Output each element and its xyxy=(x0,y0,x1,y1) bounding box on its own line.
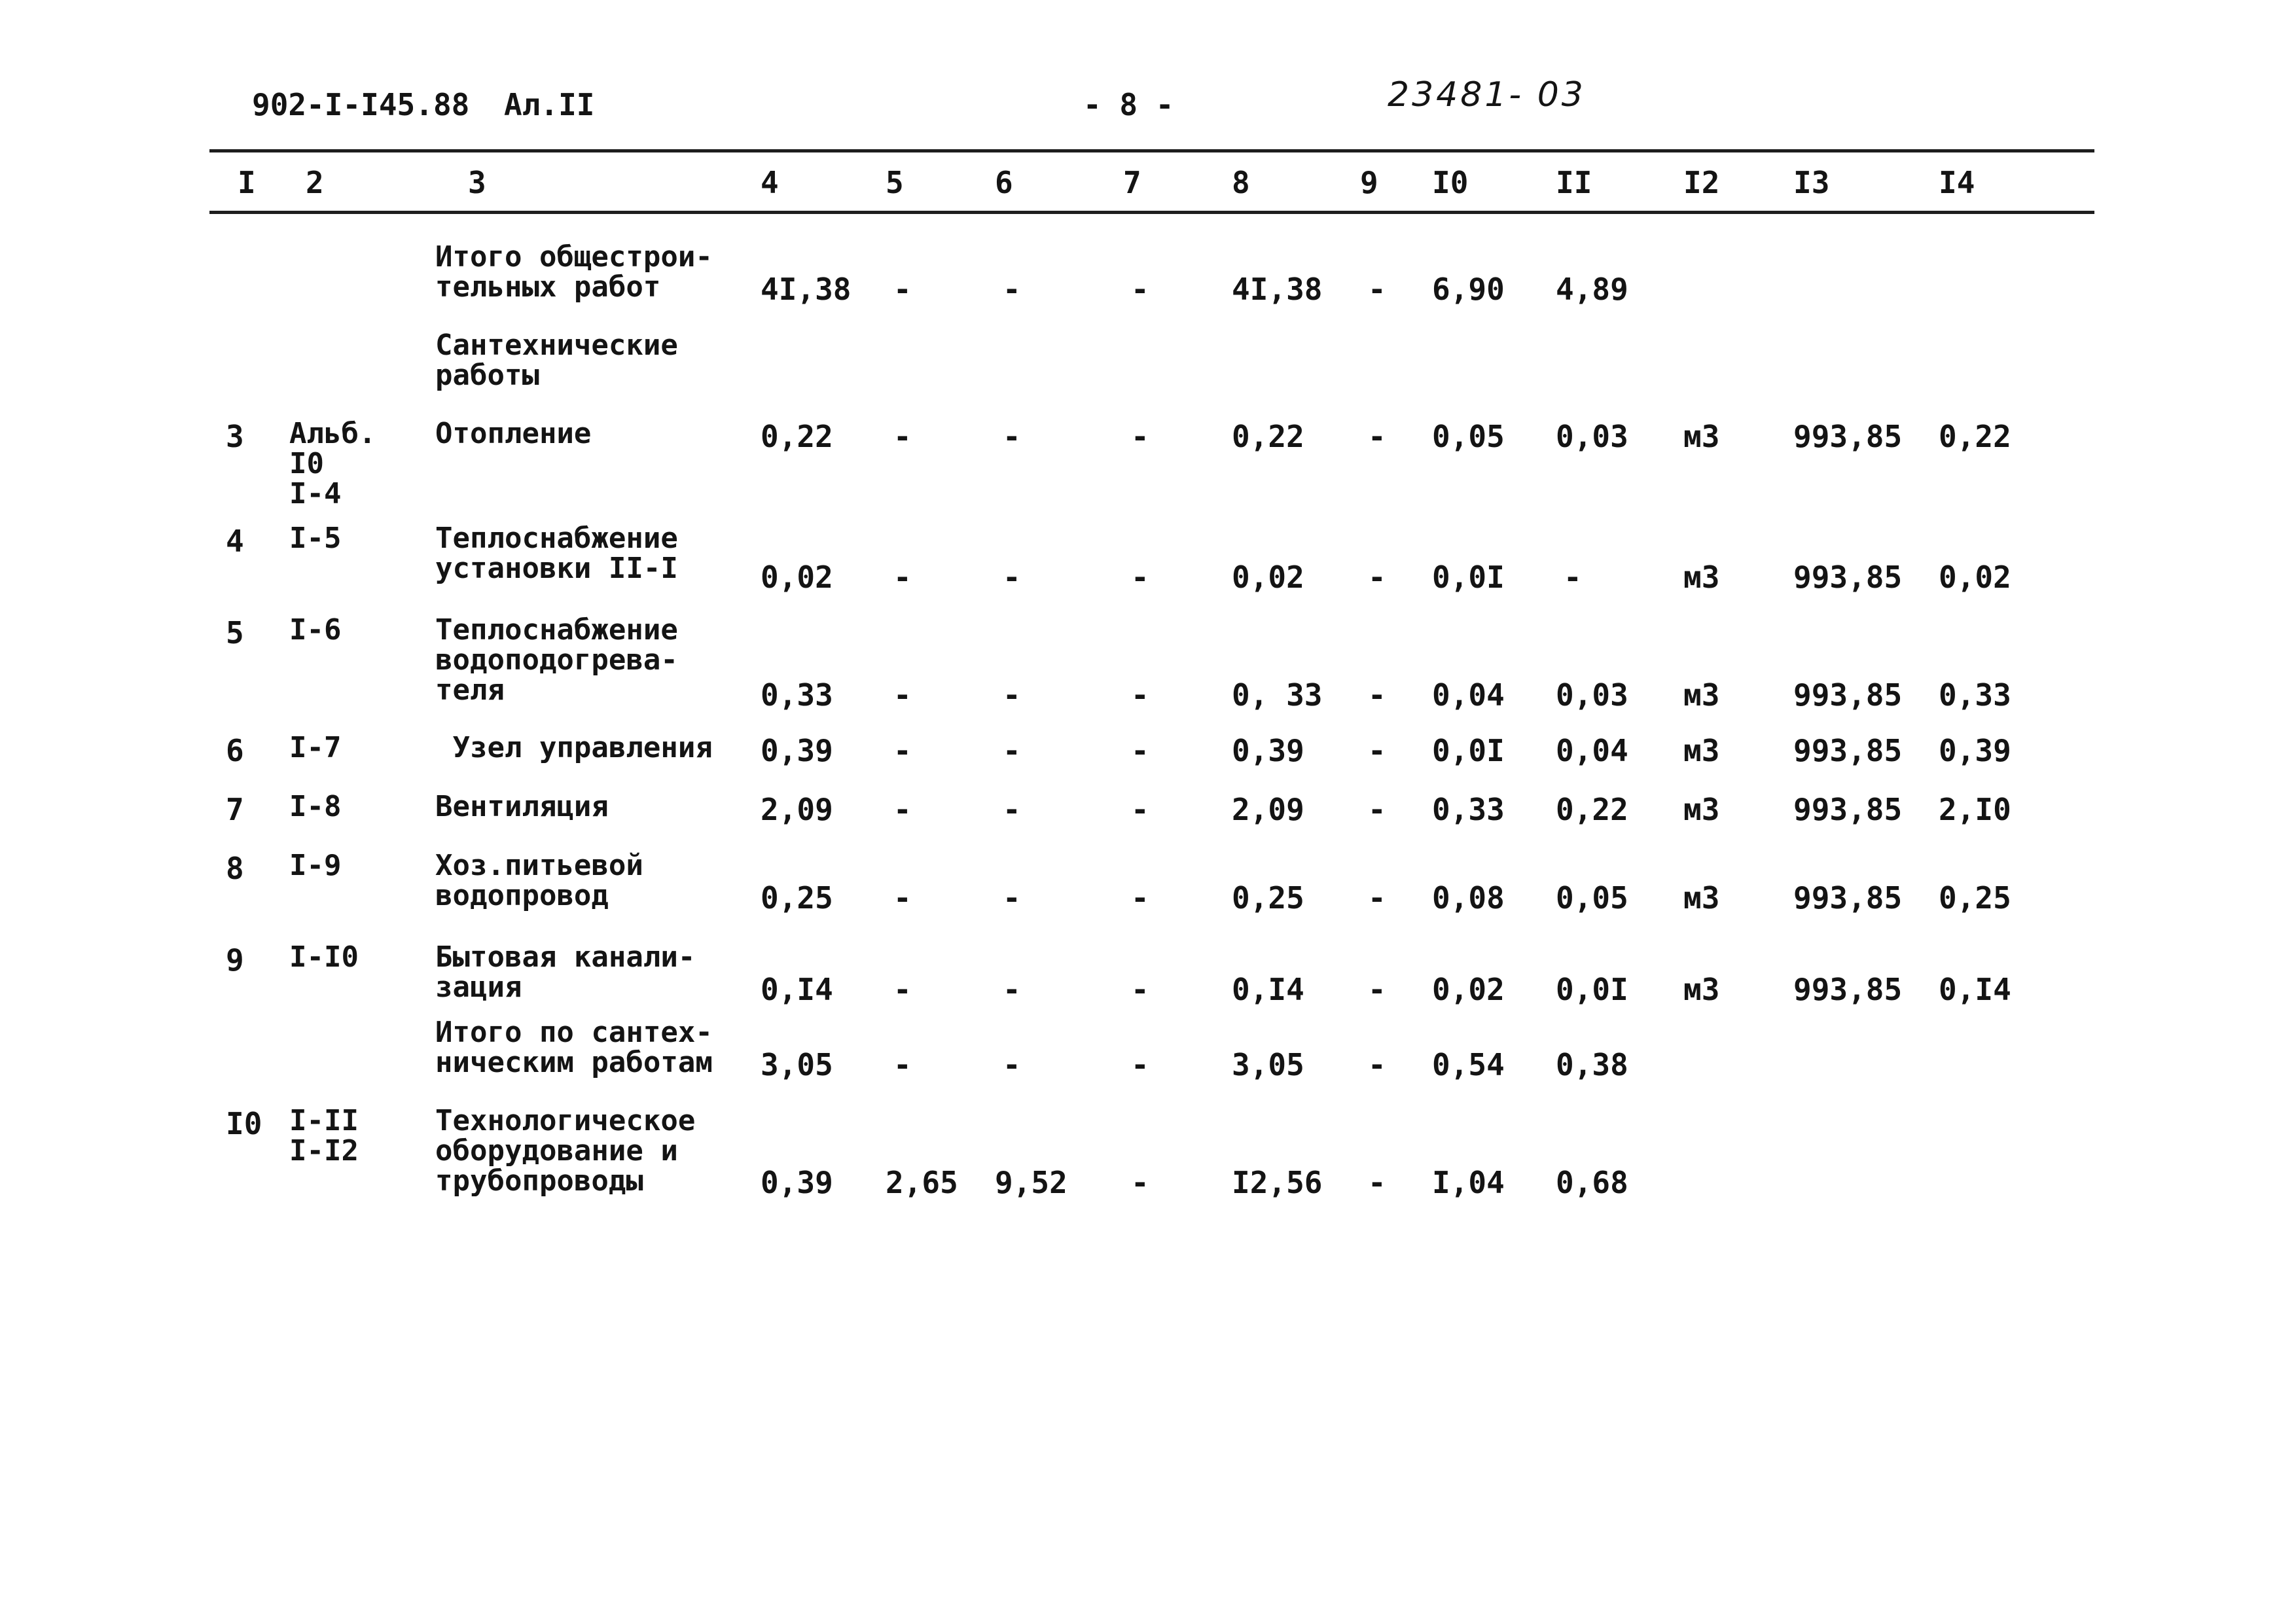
value-cell: 0,I4 xyxy=(1939,972,2011,1007)
row-reference: I-6 xyxy=(289,613,342,647)
value-cell: 0,25 xyxy=(1232,880,1304,916)
value-cell: 3,05 xyxy=(761,1047,833,1082)
dash-cell: - xyxy=(1368,972,1386,1007)
dash-cell: - xyxy=(893,733,912,768)
dash-cell: - xyxy=(1368,677,1386,713)
dash-cell: - xyxy=(1131,419,1149,454)
value-cell: 4I,38 xyxy=(1232,272,1323,307)
value-cell: 0,39 xyxy=(1939,733,2011,768)
row-reference: I-7 xyxy=(289,731,342,764)
row-name: Сантехнические работы xyxy=(435,329,678,392)
value-cell: м3 xyxy=(1683,972,1720,1007)
row-number: 8 xyxy=(226,851,244,886)
row-number: 9 xyxy=(226,942,244,978)
value-cell: 0,04 xyxy=(1432,677,1505,713)
column-header-8: 8 xyxy=(1232,165,1250,200)
value-cell: 993,85 xyxy=(1793,733,1903,768)
dash-cell: - xyxy=(1368,1047,1386,1082)
dash-cell: - xyxy=(893,792,912,827)
value-cell: 0,I4 xyxy=(761,972,833,1007)
dash-cell: - xyxy=(1368,419,1386,454)
value-cell: 0,05 xyxy=(1432,419,1505,454)
row-number: 7 xyxy=(226,792,244,827)
dash-cell: - xyxy=(893,1047,912,1082)
value-cell: 993,85 xyxy=(1793,560,1903,595)
dash-cell: - xyxy=(893,677,912,713)
value-cell: 993,85 xyxy=(1793,792,1903,827)
table-top-rule xyxy=(209,149,2094,152)
dash-cell: - xyxy=(1003,1047,1021,1082)
dash-cell: - xyxy=(1003,677,1021,713)
value-cell: 2,09 xyxy=(761,792,833,827)
column-header-5: 5 xyxy=(886,165,904,200)
dash-cell: - xyxy=(1368,880,1386,916)
row-reference: I-8 xyxy=(289,790,342,823)
dash-cell: - xyxy=(1131,1047,1149,1082)
column-header-11: II xyxy=(1556,165,1592,200)
column-header-14: I4 xyxy=(1939,165,1975,200)
value-cell: 0,22 xyxy=(1939,419,2011,454)
row-reference: I-5 xyxy=(289,522,342,555)
value-cell: 0,0I xyxy=(1432,560,1505,595)
value-cell: 0,39 xyxy=(761,1165,833,1200)
dash-cell: - xyxy=(893,560,912,595)
row-number: 5 xyxy=(226,615,244,651)
value-cell: 4,89 xyxy=(1556,272,1628,307)
value-cell: 0,03 xyxy=(1556,419,1628,454)
value-cell: м3 xyxy=(1683,560,1720,595)
dash-cell: - xyxy=(1003,733,1021,768)
column-header-1: I xyxy=(238,165,256,200)
column-header-10: I0 xyxy=(1432,165,1469,200)
page-number: - 8 - xyxy=(1083,87,1174,122)
dash-cell: - xyxy=(1003,560,1021,595)
row-name: Хоз.питьевой водопровод xyxy=(435,849,643,912)
dash-cell: - xyxy=(1003,792,1021,827)
value-cell: 0,25 xyxy=(761,880,833,916)
row-name: Узел управления xyxy=(435,731,713,764)
row-reference: I-I0 xyxy=(289,940,359,974)
value-cell: 0,04 xyxy=(1556,733,1628,768)
value-cell: 0, 33 xyxy=(1232,677,1323,713)
dash-cell: - xyxy=(1003,272,1021,307)
dash-cell: - xyxy=(1131,560,1149,595)
value-cell: 993,85 xyxy=(1793,880,1903,916)
row-number: I0 xyxy=(226,1106,262,1141)
value-cell: 993,85 xyxy=(1793,972,1903,1007)
dash-cell: - xyxy=(1131,792,1149,827)
row-reference: I-II I-I2 xyxy=(289,1104,359,1168)
dash-cell: - xyxy=(1131,972,1149,1007)
value-cell: м3 xyxy=(1683,419,1720,454)
dash-cell: - xyxy=(893,272,912,307)
row-name: Итого по сантех- ническим работам xyxy=(435,1016,713,1079)
value-cell: 0,22 xyxy=(1556,792,1628,827)
value-cell: м3 xyxy=(1683,792,1720,827)
column-header-4: 4 xyxy=(761,165,779,200)
value-cell: I2,56 xyxy=(1232,1165,1323,1200)
value-cell: 0,22 xyxy=(1232,419,1304,454)
value-cell: 0,33 xyxy=(1939,677,2011,713)
value-cell: 0,68 xyxy=(1556,1165,1628,1200)
dash-cell: - xyxy=(1368,733,1386,768)
document-code: 902-I-I45.88 xyxy=(252,87,470,122)
album-label: Ал.II xyxy=(504,87,595,122)
row-name: Теплоснабжение водоподогрева- теля xyxy=(435,613,678,707)
dash-cell: - xyxy=(1131,1165,1149,1200)
dash-cell: - xyxy=(893,972,912,1007)
value-cell: 0,02 xyxy=(1232,560,1304,595)
value-cell: 0,38 xyxy=(1556,1047,1628,1082)
dash-cell: - xyxy=(1368,560,1386,595)
row-name: Бытовая канали- зация xyxy=(435,940,696,1004)
value-cell: 0,05 xyxy=(1556,880,1628,916)
value-cell: м3 xyxy=(1683,733,1720,768)
dash-cell: - xyxy=(1564,560,1582,595)
dash-cell: - xyxy=(893,880,912,916)
value-cell: 0,02 xyxy=(761,560,833,595)
dash-cell: - xyxy=(893,419,912,454)
value-cell: 0,0I xyxy=(1556,972,1628,1007)
table-header-rule xyxy=(209,211,2094,214)
value-cell: 0,03 xyxy=(1556,677,1628,713)
row-reference: I-9 xyxy=(289,849,342,882)
dash-cell: - xyxy=(1368,1165,1386,1200)
value-cell: 0,54 xyxy=(1432,1047,1505,1082)
dash-cell: - xyxy=(1368,792,1386,827)
value-cell: 0,I4 xyxy=(1232,972,1304,1007)
column-header-2: 2 xyxy=(306,165,324,200)
value-cell: 0,25 xyxy=(1939,880,2011,916)
row-name: Отопление xyxy=(435,417,592,450)
column-header-12: I2 xyxy=(1683,165,1720,200)
column-header-6: 6 xyxy=(995,165,1013,200)
value-cell: 4I,38 xyxy=(761,272,852,307)
handwritten-number: 23481- 03 xyxy=(1388,75,1586,115)
value-cell: м3 xyxy=(1683,677,1720,713)
column-header-13: I3 xyxy=(1793,165,1830,200)
value-cell: 3,05 xyxy=(1232,1047,1304,1082)
column-header-3: 3 xyxy=(468,165,486,200)
row-name: Итого общестрои- тельных работ xyxy=(435,240,713,304)
row-name: Вентиляция xyxy=(435,790,609,823)
column-header-9: 9 xyxy=(1360,165,1378,200)
value-cell: I,04 xyxy=(1432,1165,1505,1200)
dash-cell: - xyxy=(1003,419,1021,454)
value-cell: м3 xyxy=(1683,880,1720,916)
dash-cell: - xyxy=(1003,880,1021,916)
dash-cell: - xyxy=(1131,733,1149,768)
value-cell: 993,85 xyxy=(1793,419,1903,454)
dash-cell: - xyxy=(1131,880,1149,916)
value-cell: 993,85 xyxy=(1793,677,1903,713)
value-cell: 0,39 xyxy=(1232,733,1304,768)
value-cell: 9,52 xyxy=(995,1165,1067,1200)
value-cell: 2,I0 xyxy=(1939,792,2011,827)
value-cell: 2,09 xyxy=(1232,792,1304,827)
value-cell: 0,33 xyxy=(1432,792,1505,827)
row-number: 4 xyxy=(226,524,244,559)
dash-cell: - xyxy=(1131,677,1149,713)
dash-cell: - xyxy=(1131,272,1149,307)
row-name: Технологическое оборудование и трубопроводы xyxy=(435,1104,696,1198)
row-name: Теплоснабжение установки II-I xyxy=(435,522,678,585)
value-cell: 0,08 xyxy=(1432,880,1505,916)
dash-cell: - xyxy=(1003,972,1021,1007)
value-cell: 0,02 xyxy=(1432,972,1505,1007)
value-cell: 0,22 xyxy=(761,419,833,454)
dash-cell: - xyxy=(1368,272,1386,307)
row-number: 3 xyxy=(226,419,244,454)
value-cell: 2,65 xyxy=(886,1165,958,1200)
value-cell: 0,0I xyxy=(1432,733,1505,768)
value-cell: 0,39 xyxy=(761,733,833,768)
column-header-7: 7 xyxy=(1123,165,1141,200)
value-cell: 0,33 xyxy=(761,677,833,713)
value-cell: 6,90 xyxy=(1432,272,1505,307)
row-reference: Альб. I0 I-4 xyxy=(289,417,376,510)
row-number: 6 xyxy=(226,733,244,768)
value-cell: 0,02 xyxy=(1939,560,2011,595)
